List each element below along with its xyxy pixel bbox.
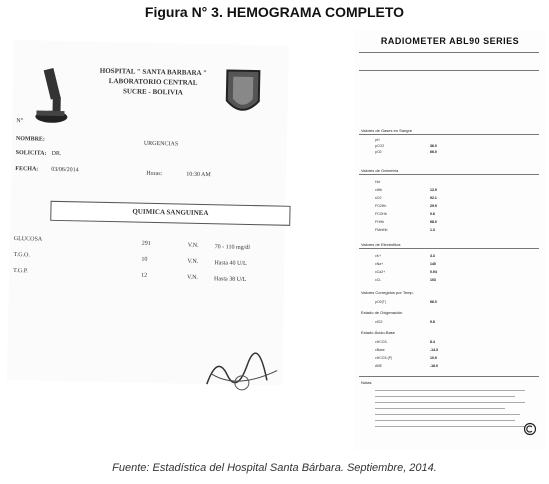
param-value: 1.3 [430, 228, 435, 232]
field-extra-label: Horas: [146, 170, 163, 178]
param-value: 10.9 [430, 356, 437, 360]
radiometer-section: Valores de Electrolitos [361, 242, 401, 247]
divider [359, 134, 539, 135]
param-value: -16.0 [430, 364, 438, 368]
test-ref: Hasta 38 U/L [213, 276, 247, 283]
param-name: cHCO3- [375, 340, 388, 344]
test-ref: 70 - 110 mg/dl [214, 244, 251, 251]
param-value: 66.0 [430, 300, 437, 304]
param-name: cK+ [375, 254, 382, 258]
param-value: 0.94 [430, 270, 437, 274]
param-value: 29.9 [430, 204, 437, 208]
field-label: SOLICITA: [15, 150, 47, 157]
lab-header-line: LABORATORIO CENTRAL [108, 76, 198, 87]
radiometer-section: Valores Corregidos por Temp. [361, 290, 414, 295]
divider [359, 376, 539, 377]
report-number-label: N° [16, 118, 24, 125]
note-line [375, 414, 520, 415]
notes-title: Notas [361, 380, 372, 385]
divider [359, 248, 539, 249]
param-name: cCa2+ [375, 270, 386, 274]
param-value: 12.9 [430, 188, 437, 192]
field-label: FECHA: [15, 166, 39, 173]
note-line [375, 426, 525, 427]
param-name: FCOHb [375, 212, 387, 216]
lab-report [7, 40, 289, 386]
param-value: 36.0 [430, 144, 437, 148]
lab-header [83, 65, 224, 98]
test-ref: Hasta 40 U/L [214, 260, 247, 267]
radiometer-section: Estado Ácido-Base [361, 330, 396, 335]
param-name: cNa+ [375, 262, 384, 266]
param-value: -14.3 [430, 348, 438, 352]
lab-header-line: SUCRE - BOLIVIA [122, 87, 183, 97]
param-name: cCl- [375, 278, 382, 282]
note-line [375, 390, 525, 391]
param-name: sO2 [375, 196, 382, 200]
field-value: 03/06/2014 [51, 166, 79, 174]
test-value: 12 [141, 272, 148, 279]
param-name: pO2(T) [375, 300, 387, 304]
radiometer-section: Valores de Gases en Sangre [361, 128, 413, 133]
param-name: pO2 [375, 150, 382, 154]
param-name: ABE [375, 364, 383, 368]
radiometer-title: RADIOMETER ABL90 SERIES [380, 36, 520, 46]
lab-header-line: HOSPITAL " SANTA BARBARA " [99, 66, 207, 78]
signature-stamp [197, 344, 288, 396]
param-name: ctO2 [375, 320, 383, 324]
field-value: DR. [51, 150, 62, 158]
param-value: 68.0 [430, 220, 437, 224]
radiometer-printout [355, 30, 545, 450]
test-vn: V.N. [187, 258, 199, 265]
test-value: 291 [141, 240, 151, 247]
section-title: QUIMICA SANGUINEA [132, 207, 209, 218]
param-value: 66.0 [430, 150, 437, 154]
hospital-seal-icon [222, 66, 263, 122]
param-name: cHCO3-(P) [375, 356, 393, 360]
param-value: 3.3 [430, 254, 435, 258]
figure-caption: Fuente: Estadística del Hospital Santa Bárbara. Septiembre, 2014. [112, 462, 437, 474]
test-name: T.G.O. [13, 252, 30, 259]
divider [359, 174, 539, 175]
param-name: FMetHb [375, 228, 388, 232]
param-name: ctHb [375, 188, 383, 192]
test-vn: V.N. [186, 274, 199, 281]
test-name: T.G.P. [13, 268, 28, 275]
param-name: FHHb [375, 220, 385, 224]
field-label: NOMBRE: [15, 136, 45, 143]
note-line [375, 396, 515, 397]
test-name: GLUCOSA [13, 236, 43, 243]
test-vn: V.N. [187, 242, 199, 249]
note-line [375, 420, 515, 421]
radiometer-section: Valores de Oximetría [361, 168, 399, 173]
field-value: URGENCIAS [143, 140, 179, 148]
param-value: 8.4 [430, 340, 435, 344]
microscope-logo-icon [30, 66, 73, 127]
param-value: 92.1 [430, 196, 437, 200]
field-extra-value: 10:30 AM [186, 171, 211, 179]
section-box [50, 201, 290, 226]
param-value: 9.8 [430, 320, 435, 324]
param-name: cBase [375, 348, 385, 352]
param-name: pH [375, 138, 380, 142]
param-value: 0.6 [430, 212, 435, 216]
test-value: 10 [141, 256, 148, 263]
param-name: Hct [375, 180, 381, 184]
param-value: 103 [430, 278, 436, 282]
note-line [375, 402, 525, 403]
figure-title: Figura N° 3. HEMOGRAMA COMPLETO [144, 4, 405, 20]
copyright-mark-icon [523, 422, 537, 436]
divider [359, 70, 539, 71]
param-value: 140 [430, 262, 436, 266]
divider [359, 52, 539, 53]
param-name: pCO2 [375, 144, 385, 148]
param-name: FO2Hb [375, 204, 387, 208]
note-line [375, 408, 505, 409]
radiometer-section: Estado de Oxigenación [361, 310, 403, 315]
